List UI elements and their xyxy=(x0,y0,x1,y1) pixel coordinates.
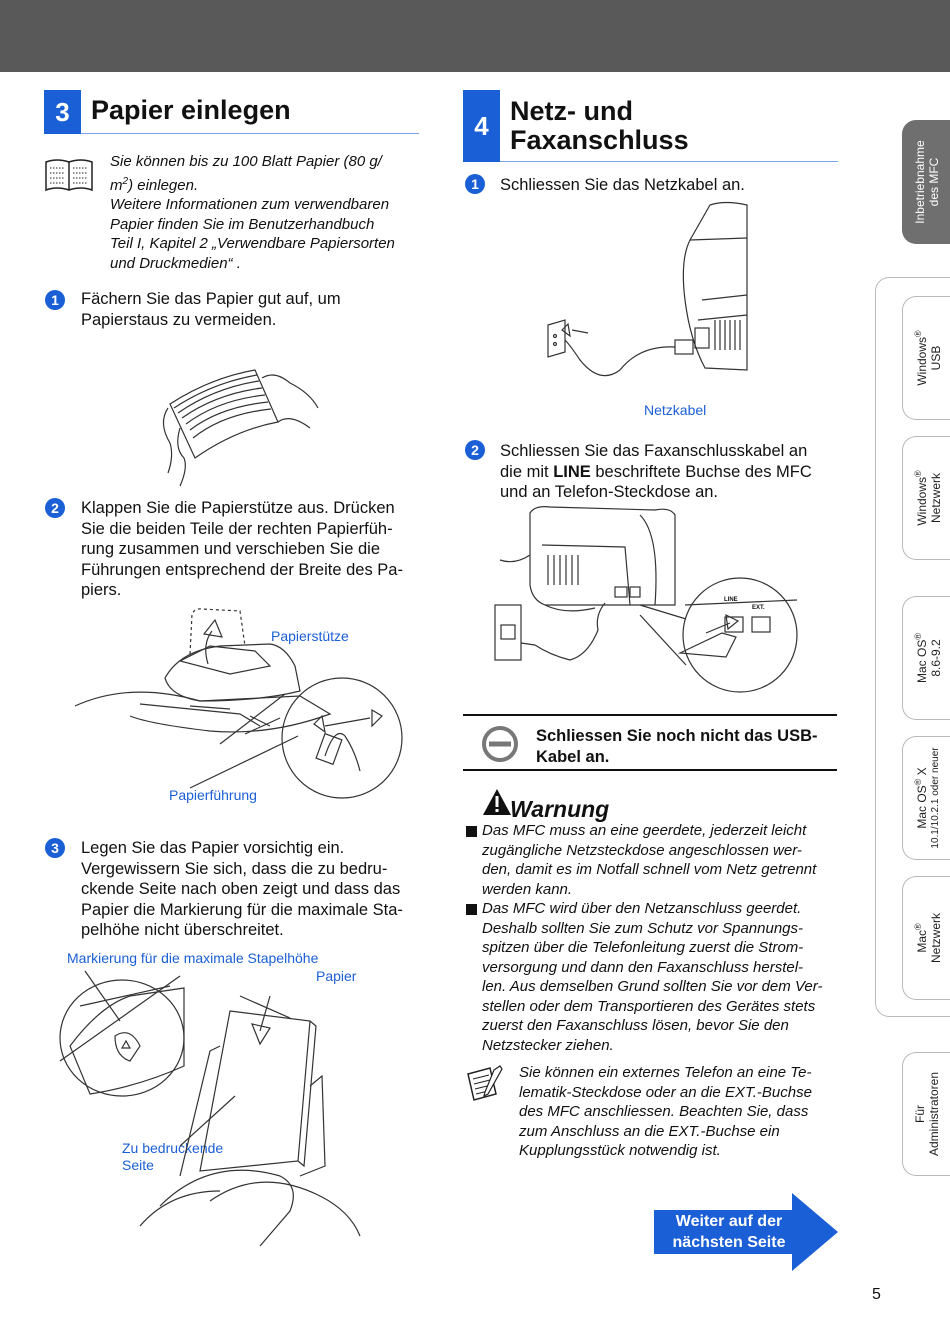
tab-label xyxy=(911,747,929,848)
tab-label: Inbetriebnahme xyxy=(913,140,927,224)
notice-line: Schliessen Sie noch nicht das USB- xyxy=(536,727,818,745)
tab-label-text: Windows xyxy=(915,476,929,526)
tab-label xyxy=(911,913,929,963)
step-line: Papierstaus zu vermeiden. xyxy=(81,310,277,329)
note-line: Teil I, Kapitel 2 „Verwendbare Papiersorten xyxy=(110,235,395,252)
step-line: Vergewissern Sie sich, dass die zu bedru- xyxy=(81,859,388,878)
note-text: m xyxy=(110,176,123,194)
step-number: 1 xyxy=(465,174,485,194)
warning-line: Netzstecker ziehen. xyxy=(482,1036,614,1054)
note-line: lematik-Steckdose oder an die EXT.-Buchse xyxy=(519,1083,812,1101)
tab-label-sup: ® xyxy=(913,330,923,337)
tab-label: Administratoren xyxy=(927,1071,941,1157)
section-rule xyxy=(81,133,419,134)
fanning-paper-illustration xyxy=(150,368,320,488)
step-line: piers. xyxy=(81,581,122,599)
tab-label-text: Mac OS xyxy=(915,639,929,683)
next-page-label[interactable] xyxy=(654,1211,804,1253)
tab-windows-usb[interactable] xyxy=(902,296,950,420)
tab-label xyxy=(911,633,929,683)
paper-support-illustration xyxy=(70,606,430,796)
tab-label: Netzwerk xyxy=(929,912,943,964)
step-line: Fächern Sie das Papier gut auf, um xyxy=(81,290,341,308)
tab-inbetriebnahme[interactable] xyxy=(902,120,950,244)
notice-top-rule xyxy=(463,714,837,716)
tab-label: Netzwerk xyxy=(929,472,943,524)
step-line: Legen Sie das Papier vorsichtig ein. xyxy=(81,839,345,857)
note-line: zum Anschluss an die EXT.-Buchse ein xyxy=(519,1122,780,1140)
warning-item xyxy=(482,821,842,899)
tab-administratoren[interactable] xyxy=(902,1052,950,1176)
warning-line: Das MFC muss an eine geerdete, jederzeit leicht xyxy=(482,822,807,839)
warning-line: stellen oder dem Transportieren des Gerätes stets xyxy=(482,997,816,1015)
step-line: Sie die beiden Teile der rechten Papierfüh- xyxy=(81,519,393,538)
caption-line: Zu bedruckende xyxy=(122,1140,224,1156)
warning-line: den, damit es im Notfall schnell vom Netz getrennt xyxy=(482,861,817,878)
tab-windows-netzwerk[interactable] xyxy=(902,436,950,560)
tab-label-text: Windows xyxy=(915,336,929,386)
top-bar xyxy=(0,0,950,72)
section-rule xyxy=(500,161,838,162)
section-number: 3 xyxy=(44,90,81,134)
paper-capacity-note xyxy=(110,152,420,273)
warning-line: werden kann. xyxy=(482,880,573,898)
tab-label-sup: ® xyxy=(913,778,923,786)
section-title-line: Faxanschluss xyxy=(510,125,689,155)
tab-mac-os-x[interactable] xyxy=(902,736,950,860)
section-title-line: Netz- und xyxy=(510,96,633,126)
tab-mac-os-9[interactable] xyxy=(902,596,950,720)
tab-label: USB xyxy=(929,345,943,371)
max-stack-mark-caption: Markierung für die maximale Stapelhöhe xyxy=(67,950,319,966)
line-label-bold: LINE xyxy=(553,462,591,481)
tab-label xyxy=(911,330,929,385)
notice-line: Kabel an. xyxy=(536,748,610,766)
warning-line: len. Aus demselben Grund sollten Sie vor dem Ver- xyxy=(482,978,823,995)
warning-line: Deshalb sollten Sie zum Schutz vor Spannungs- xyxy=(482,919,804,937)
note-line: Weitere Informationen zum verwendbaren xyxy=(110,196,390,213)
step-line: ckende Seite nach oben zeigt und dass das xyxy=(81,880,401,898)
next-page-line: nächsten Seite xyxy=(672,1234,786,1251)
warning-line: versorgung und dann den Faxanschluss herstel- xyxy=(482,958,804,976)
step-number: 2 xyxy=(465,440,485,460)
warning-line: Das MFC wird über den Netzanschluss geerdet. xyxy=(482,900,802,917)
note-line: Sie können ein externes Telefon an eine Te- xyxy=(519,1064,812,1081)
bullet xyxy=(466,904,477,915)
note-line: Sie können bis zu 100 Blatt Papier (80 g/ xyxy=(110,153,382,170)
step-line: pelhöhe nicht überschreitet. xyxy=(81,921,284,939)
step-text: Schliessen Sie das Netzkabel an. xyxy=(500,176,745,194)
note-superscript: 2 xyxy=(122,175,129,187)
tab-label-sup: ® xyxy=(913,470,923,477)
paper-guide-caption: Papierführung xyxy=(169,787,257,803)
paper-caption: Papier xyxy=(316,968,357,984)
step-line: rung zusammen und verschieben Sie die xyxy=(81,540,381,558)
tab-label-text: Mac xyxy=(915,929,929,953)
tab-label-sup: ® xyxy=(913,923,923,930)
book-icon xyxy=(44,156,94,194)
step-line: Klappen Sie die Papierstütze aus. Drücken xyxy=(81,499,395,517)
tab-label: 10.1/10.2.1 oder neuer xyxy=(930,747,941,849)
tab-label-sup: ® xyxy=(913,633,923,640)
step-text-part: beschriftete Buchse des MFC xyxy=(590,462,812,481)
note-text: ) einlegen. xyxy=(128,176,199,194)
power-cable-caption: Netzkabel xyxy=(644,402,707,418)
tab-mac-netzwerk[interactable] xyxy=(902,876,950,1000)
tab-label-text: Mac OS xyxy=(915,785,929,829)
step-line: Führungen entsprechend der Breite des Pa- xyxy=(81,560,403,579)
note-line: Papier finden Sie im Benutzerhandbuch xyxy=(110,215,375,233)
caption-line: Seite xyxy=(122,1157,154,1173)
step-line: und an Telefon-Steckdose an. xyxy=(500,483,719,501)
step-text xyxy=(81,498,426,601)
warning-line: spitzen über die Telefonleitung zuerst die Strom- xyxy=(482,939,804,956)
step-text xyxy=(500,441,845,503)
tab-label: 8.6-9.2 xyxy=(929,639,943,677)
fax-cable-illustration xyxy=(490,505,845,695)
step-text-part: die mit xyxy=(500,462,554,481)
page-number: 5 xyxy=(872,1286,881,1303)
step-line: Papier die Markierung für die maximale Sta- xyxy=(81,900,403,919)
paper-loading-illustration xyxy=(60,966,360,1246)
line-port-label: LINE xyxy=(724,597,738,603)
warning-icon xyxy=(482,788,512,816)
note-line: des MFC anschliessen. Beachten Sie, dass xyxy=(519,1103,809,1120)
prohibited-icon xyxy=(480,724,520,764)
section-title: Papier einlegen xyxy=(91,95,291,125)
step-text xyxy=(81,838,426,941)
notice-bottom-rule xyxy=(463,769,837,771)
step-line xyxy=(500,462,845,483)
usb-notice xyxy=(536,726,818,768)
tab-label: Für xyxy=(913,1105,927,1124)
paper-support-caption: Papierstütze xyxy=(271,628,349,644)
warning-item xyxy=(482,899,842,1055)
notepad-icon xyxy=(464,1064,504,1104)
external-phone-note xyxy=(519,1063,844,1161)
step-text xyxy=(81,289,421,330)
power-cable-illustration xyxy=(540,200,750,390)
tab-label xyxy=(911,470,929,525)
note-line: Kupplungsstück notwendig ist. xyxy=(519,1142,721,1159)
section-number: 4 xyxy=(463,90,500,162)
warning-line: zuerst den Faxanschluss lösen, bevor Sie den xyxy=(482,1017,789,1034)
note-line: und Druckmedien“ . xyxy=(110,254,241,272)
section-title xyxy=(510,97,689,155)
tab-label: des MFC xyxy=(927,157,941,207)
next-page-line: Weiter auf der xyxy=(675,1213,783,1230)
ext-port-label: EXT. xyxy=(752,605,765,611)
warning-line: zugängliche Netzsteckdose angeschlossen wer- xyxy=(482,841,802,859)
step-number: 3 xyxy=(45,838,65,858)
warning-title: Warnung xyxy=(510,796,610,822)
note-line xyxy=(110,172,420,196)
step-line: Schliessen Sie das Faxanschlusskabel an xyxy=(500,442,808,460)
tab-label-text: X xyxy=(915,767,929,779)
step-number: 1 xyxy=(45,290,65,310)
step-number: 2 xyxy=(45,498,65,518)
bullet xyxy=(466,826,477,837)
